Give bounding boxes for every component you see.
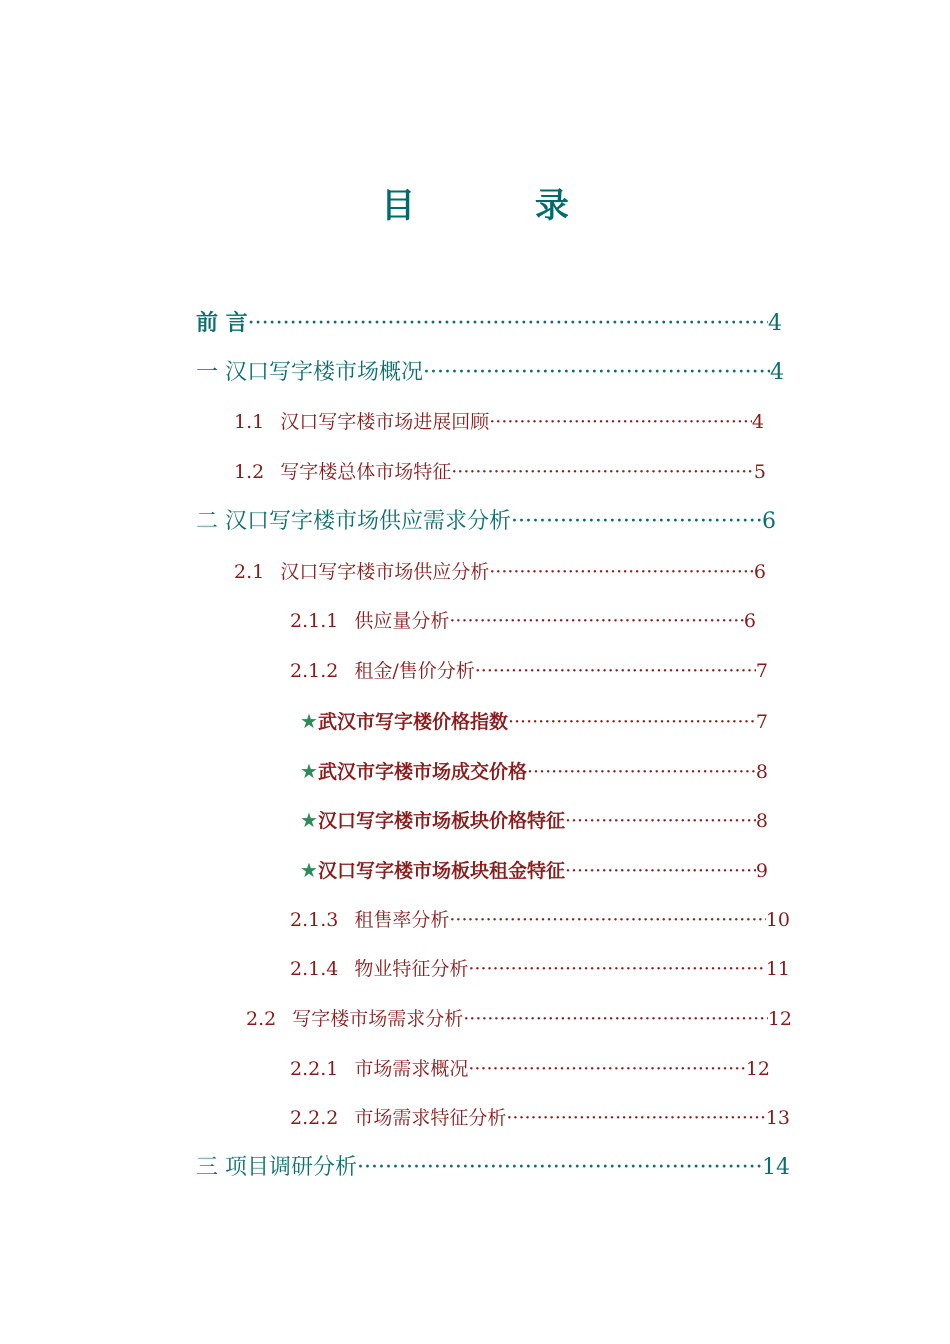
toc-entry-2-2[interactable] [246,1004,792,1034]
toc-entry-label: 租售率分析 [354,909,450,931]
toc-entry-2-1-2[interactable] [290,656,768,686]
toc-title: 目 录 [381,186,623,226]
toc-entry-1-1[interactable] [234,407,764,437]
toc-entry-price-index[interactable] [300,706,768,736]
dot-leader [248,309,768,339]
toc-entry-2-2-2[interactable] [290,1103,790,1133]
toc-page-number: 12 [767,1008,792,1030]
toc-entry-label: 汉口写字楼市场板块价格特征 [317,810,565,832]
toc-page-number: 6 [762,509,776,534]
toc-entry-label: 写字楼总体市场特征 [280,461,452,483]
section-number: 2.1 [234,561,265,583]
dot-leader [489,557,754,587]
dot-leader [565,806,756,836]
toc-entry-label: 武汉市写字楼价格指数 [317,711,508,733]
dot-leader [475,656,756,686]
toc-page-number: 6 [753,561,766,583]
toc-entry-2-2-1[interactable] [290,1054,770,1084]
toc-entry-2-1-1[interactable] [290,606,756,636]
dot-leader [508,707,756,737]
toc-entry-2-1-4[interactable] [290,954,790,984]
toc-page-number: 9 [755,860,768,882]
toc-page-number: 4 [751,411,764,433]
star-icon: ★ [300,808,318,832]
toc-entry-block-rent[interactable] [300,855,768,885]
toc-page-number: 12 [745,1058,770,1080]
toc-entry-label: 供应量分析 [354,610,450,632]
toc-entry-label: 武汉市字楼市场成交价格 [317,761,527,783]
dot-leader [506,1103,765,1133]
toc-entry-1-2[interactable] [234,457,766,487]
toc-page-number: 8 [755,810,768,832]
toc-page-number: 13 [765,1107,790,1129]
dot-leader [565,856,756,886]
toc-page-number: 8 [755,761,768,783]
dot-leader [489,407,752,437]
dot-leader [423,358,770,388]
toc-page-number: 4 [768,311,782,336]
toc-entry-block-price[interactable] [300,805,768,835]
dot-leader [449,905,765,935]
toc-page-number: 5 [753,461,766,483]
toc-entry-2-1[interactable] [234,557,766,587]
section-number: 2.1.4 [290,958,339,980]
section-number: 2.1.1 [290,610,339,632]
toc-page-number: 4 [770,360,784,385]
toc-page-number: 7 [755,660,768,682]
toc-entry-label: 前 言 [196,310,248,336]
toc-page-number: 14 [762,1155,790,1180]
section-number: 1.2 [234,461,265,483]
section-number: 2.2.1 [290,1058,339,1080]
section-number: 2.1.2 [290,660,339,682]
toc-page-number: 7 [755,711,768,733]
toc-entry-label: 市场需求概况 [354,1058,469,1080]
star-icon: ★ [300,858,318,882]
toc-page-number: 10 [765,909,790,931]
dot-leader [511,507,762,537]
dot-leader [468,1054,745,1084]
toc-entry-label: 二 汉口写字楼市场供应需求分析 [196,509,511,534]
star-icon: ★ [300,759,318,783]
toc-entry-label: 写字楼市场需求分析 [292,1008,464,1030]
toc-entry-transaction-price[interactable] [300,756,768,786]
star-icon: ★ [300,709,318,733]
dot-leader [451,457,754,487]
dot-leader [449,606,744,636]
section-number: 2.2 [246,1008,277,1030]
section-number: 2.1.3 [290,909,339,931]
toc-entry-label: 汉口写字楼市场板块租金特征 [317,860,565,882]
toc-entry-label: 市场需求特征分析 [354,1107,507,1129]
dot-leader [468,954,765,984]
toc-entry-label: 三 项目调研分析 [196,1155,357,1180]
toc-page-number: 6 [743,610,756,632]
dot-leader [527,757,756,787]
toc-page-number: 11 [765,958,790,980]
toc-entry-2-1-3[interactable] [290,905,790,935]
toc-entry-label: 租金/售价分析 [354,660,475,682]
dot-leader [357,1153,762,1183]
toc-entry-chapter-2[interactable] [196,507,776,537]
toc-entry-label: 一 汉口写字楼市场概况 [196,360,423,385]
toc-entry-label: 物业特征分析 [354,958,469,980]
section-number: 2.2.2 [290,1107,339,1129]
toc-entry-chapter-3[interactable] [196,1153,790,1183]
toc-entry-label: 汉口写字楼市场进展回顾 [280,411,490,433]
toc-entry-label: 汉口写字楼市场供应分析 [280,561,490,583]
toc-entry-chapter-1[interactable] [196,358,784,388]
toc-entry-preface[interactable] [196,308,782,338]
dot-leader [463,1004,768,1034]
section-number: 1.1 [234,411,265,433]
